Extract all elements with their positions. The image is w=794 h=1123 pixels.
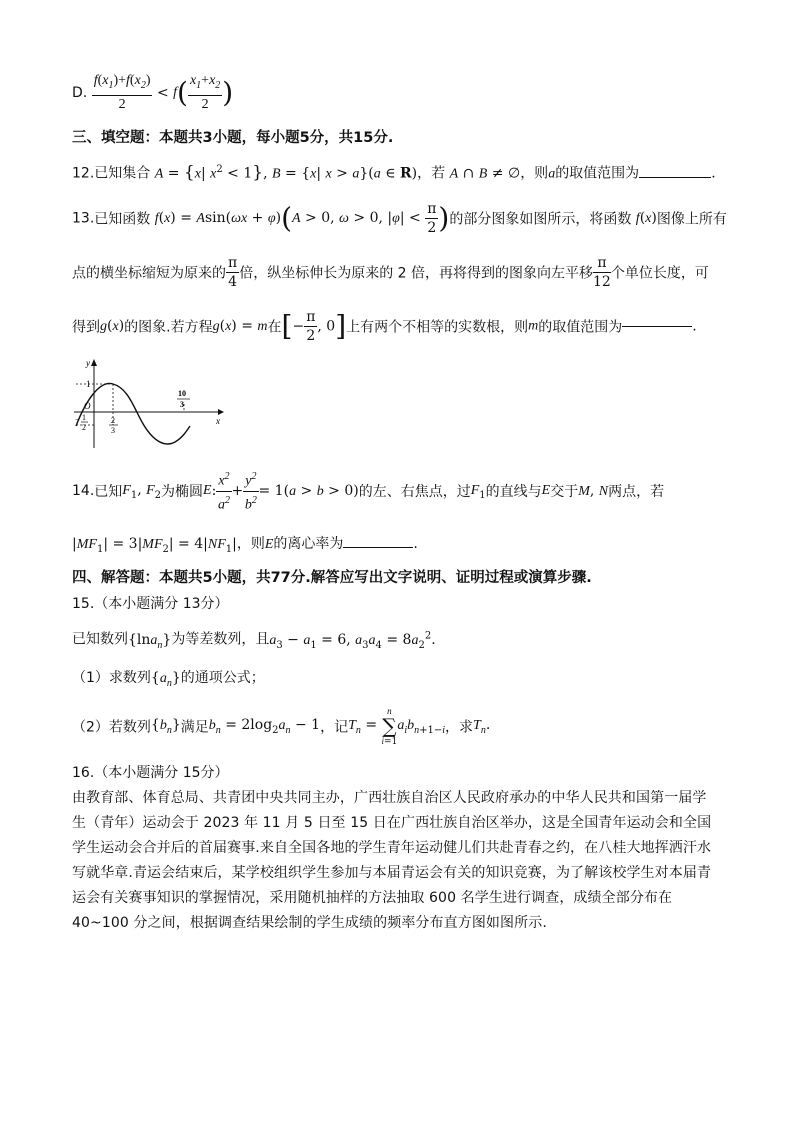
svg-text:−: − [75, 415, 80, 424]
q15-statement: 已知数列{lna$_n$}为等差数列，且$a_3 - a_1 = 6$, $a_3a_4 = 8a_2^2$. [72, 630, 436, 651]
graph-x-tick-num: 2 [111, 416, 115, 425]
graph-x-arrow [218, 409, 224, 415]
q15-part2: （2）若数列$\{b_n\}$满足$b_n = 2\log_2a_n - 1$，记$T_n$ = n ∑ i=1 $a_ib_{n+1-i}$，求$T_n$. [72, 706, 491, 747]
q15-header: 15.（本小题满分 13分） [72, 596, 229, 612]
q14-y-term: $\frac{y^2}{b^2}$ [243, 468, 258, 514]
option-d-lhs-fraction: $\frac{f(x_1)+f(x_2)}{2}$ [93, 73, 151, 112]
graph-x-end-den: 3 [180, 400, 184, 409]
q12-answer-blank[interactable] [639, 177, 711, 178]
graph-y-tick-neg-num: 1 [82, 413, 86, 422]
question-14-line1: 14.已知$F_1$, $F_2$为椭圆E: $\frac{x^2}{a^2}$ + $\frac{y^2}{b^2}$ = 1(a > b > 0)的左、右焦点，过$F_1$的直线与E交于M, N两点，若 [72, 468, 664, 512]
option-d-label: D. [72, 84, 88, 101]
q16-body: 由教育部、体育总局、共青团中央共同主办，广西壮族自治区人民政府承办的中华人民共和国第一届学生（青年）运动会于 2023 年 11 月 5 日至 15 日在广西壮族自治区举办，这是全国青年运动会和全国学生运动会合并后的首届赛事.来自全国各地的学生青年运动健儿们共赴青春之约，在八桂大地挥洒汗水写就华章.青运会结束后，某学校组织学生参加与本届青运会有关的知识竞赛，为了解该校学生对本届青运会有关赛事知识的掌握情况，采用随机抽样的方法抽取 600 名学生进行调查，成绩全部分布在 40~100 分之间，根据调查结果绘制的学生成绩的频率分布直方图如图所示. [72, 790, 712, 931]
q14-x-term: $\frac{x^2}{a^2}$ [216, 468, 231, 514]
q13-sine-graph [72, 356, 228, 450]
question-13-line3: 得到g(x)的图象.若方程g(x) = m在[− $\frac{\pi}{2}$ , 0]上有两个不相等的实数根，则m的取值范围为 . [72, 309, 697, 344]
section3-heading: 三、填空题：本题共3小题，每小题5分，共15分. [72, 130, 394, 146]
section4-heading: 四、解答题：本题共5小题，共77分.解答应写出文字说明、证明过程或演算步骤. [72, 570, 592, 586]
q15-part1: （1）求数列$\{a_n\}$的通项公式； [72, 670, 265, 689]
graph-x-end-num: 10 [178, 389, 186, 398]
q14-answer-blank[interactable] [343, 547, 413, 548]
q16-header: 16.（本小题满分 15分） [72, 765, 229, 781]
graph-y-tick-1: 1 [86, 379, 91, 389]
graph-y-tick-neg-den: 2 [82, 423, 86, 432]
graph-x-tick-den: 3 [111, 426, 115, 435]
option-d-rhs-fraction: $\frac{x_1+x_2}{2}$ [189, 73, 221, 112]
q13-pi-over-12: $\frac{\pi}{12}$ [593, 255, 611, 290]
graph-y-label: y [86, 358, 90, 368]
question-12: 12.已知集合 A = {x| $x^2 < 1$}, B = {x| x > a}(a ∈ R)，若 A ∩ B ≠ ∅，则a的取值范围为 . [72, 162, 716, 183]
question-13-line2: 点的横坐标缩短为原来的 $\frac{\pi}{4}$ 倍，纵坐标伸长为原来的 2 倍，再将得到的图象向左平移 $\frac{\pi}{12}$ 个单位长度，可 [72, 255, 709, 290]
q13-phi-bound-fraction: $\frac{\pi}{2}$ [427, 201, 437, 236]
graph-sine-curve [76, 383, 190, 443]
graph-origin-label: O [84, 401, 91, 411]
q13-interval-fraction: $\frac{\pi}{2}$ [306, 309, 316, 344]
option-d: D. $\frac{f(x_1)+f(x_2)}{2}$ < f( $\frac{x_1+x_2}{2}$ ) [72, 73, 234, 112]
question-14-line2: $|MF_1| = 3|MF_2| = 4|NF_1|$，则E的离心率为 . [72, 536, 418, 555]
graph-x-label: x [216, 416, 220, 426]
q13-pi-over-4: $\frac{\pi}{4}$ [228, 255, 238, 290]
graph-y-arrow [91, 359, 97, 366]
q15-sum-symbol: n ∑ i=1 [381, 706, 398, 747]
question-13-line1: 13.已知函数 f(x) = Asin(ωx + φ)(A > 0, ω > 0, |φ| < $\frac{\pi}{2}$ )的部分图象如图所示，将函数 f(x)图像上所有 [72, 201, 727, 236]
q13-answer-blank[interactable] [622, 326, 692, 327]
